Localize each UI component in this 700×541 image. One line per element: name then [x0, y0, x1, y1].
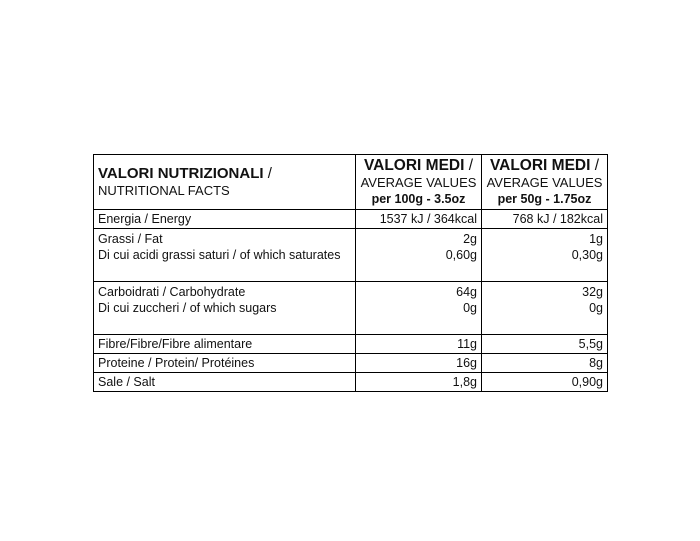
col50-per: per 50g - 1.75oz	[497, 192, 592, 206]
fat-value-100g: 2g	[463, 232, 477, 246]
salt-label: Sale / Salt	[94, 373, 356, 392]
table-row-carbohydrate	[94, 282, 608, 335]
nutrition-facts-table	[93, 154, 608, 392]
table-row-fibre	[94, 335, 608, 354]
col100-subtitle: AVERAGE VALUES	[360, 175, 477, 190]
fibre-value-50g: 5,5g	[482, 335, 608, 354]
fibre-label: Fibre/Fibre/Fibre alimentare	[94, 335, 356, 354]
energy-label: Energia / Energy	[94, 210, 356, 229]
sugars-value-50g: 0g	[589, 301, 603, 315]
col50-title: VALORI MEDI	[489, 157, 591, 174]
col50-slash: /	[590, 157, 600, 174]
saturates-value-100g: 0,60g	[445, 248, 477, 262]
header-row	[94, 155, 608, 210]
energy-value-100g: 1537 kJ / 364kcal	[356, 210, 482, 229]
header-subtitle: NUTRITIONAL FACTS	[98, 183, 230, 198]
protein-label: Proteine / Protein/ Protéines	[94, 354, 356, 373]
sugars-label: Di cui zuccheri / of which sugars	[98, 301, 277, 315]
col100-title: VALORI MEDI	[363, 157, 465, 174]
saturates-value-50g: 0,30g	[571, 248, 603, 262]
protein-value-50g: 8g	[482, 354, 608, 373]
sugars-value-100g: 0g	[463, 301, 477, 315]
carbs-value-50g: 32g	[582, 285, 603, 299]
saturates-label: Di cui acidi grassi saturi / of which saturates	[98, 248, 341, 262]
table-row-protein	[94, 354, 608, 373]
fibre-value-100g: 11g	[356, 335, 482, 354]
carbs-value-100g: 64g	[456, 285, 477, 299]
fat-value-50g: 1g	[589, 232, 603, 246]
table-row-fat	[94, 229, 608, 282]
salt-value-100g: 1,8g	[356, 373, 482, 392]
fat-label: Grassi / Fat	[98, 232, 163, 246]
energy-value-50g: 768 kJ / 182kcal	[482, 210, 608, 229]
header-title: VALORI NUTRIZIONALI	[98, 165, 264, 182]
header-col-100g	[356, 155, 482, 210]
header-title-slash: /	[263, 165, 272, 182]
protein-value-100g: 16g	[356, 354, 482, 373]
header-col-50g	[482, 155, 608, 210]
carbs-label: Carboidrati / Carbohydrate	[98, 285, 246, 299]
col100-slash: /	[464, 157, 474, 174]
table-row-energy	[94, 210, 608, 229]
col50-subtitle: AVERAGE VALUES	[486, 175, 603, 190]
table-row-salt	[94, 373, 608, 392]
header-label-cell	[94, 155, 356, 210]
salt-value-50g: 0,90g	[482, 373, 608, 392]
col100-per: per 100g - 3.5oz	[371, 192, 466, 206]
